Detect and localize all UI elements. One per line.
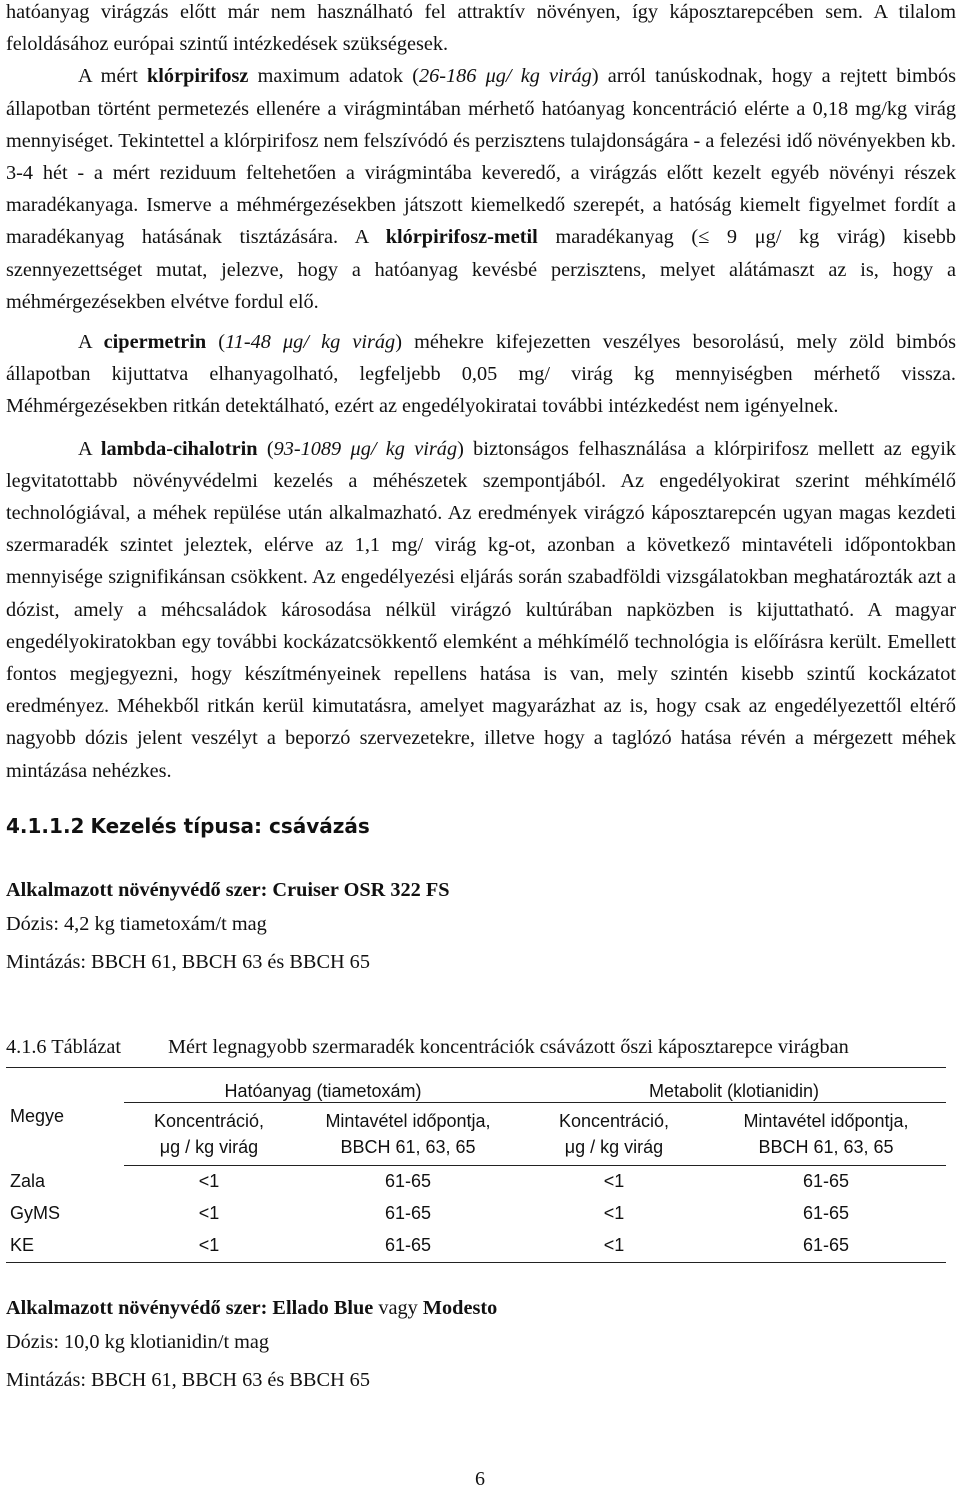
agent-label: Alkalmazott növényvédő szer: Cruiser OSR 322 FS	[6, 878, 450, 901]
agent-heading-1	[6, 875, 956, 905]
cell-megye: GyMS	[10, 1203, 61, 1224]
page-number: 6	[475, 1468, 485, 1490]
text-run: A mért	[78, 65, 148, 88]
column-header-sampling-date	[706, 1102, 946, 1165]
cell-megye: KE	[6, 1230, 124, 1263]
cell-concentration: <1	[198, 1171, 220, 1192]
table-row	[6, 1198, 946, 1230]
cell-concentration: <1	[198, 1203, 220, 1224]
cell-megye: Zala	[10, 1171, 46, 1192]
cell-concentration: <1	[124, 1230, 294, 1263]
agent-label: Alkalmazott növényvédő szer: Ellado Blue	[6, 1296, 374, 1319]
paragraph-klorpirifosz	[6, 60, 956, 318]
header-line: BBCH 61, 63, 65	[340, 1136, 476, 1157]
header-line: Koncentráció,	[153, 1110, 265, 1131]
cell-sampling: 61-65	[802, 1203, 850, 1224]
text-run: ) méhekre kifejezetten veszélyes besorolású, mely zöld bimbós állapotban kijuttatva elhanyagolható, legfeljebb 0,05 mg/ virág kg mennyiségben mérhető vissza. Méhmérgezésekben ritkán detektálható, ezért az engedélyokiratai további intézkedést nem igényelnek.	[6, 331, 956, 418]
residue-range: 11-48 μg/ kg virág	[225, 331, 396, 354]
header-line: Mintavétel időpontja,	[743, 1110, 909, 1131]
table-sub-header	[6, 1102, 946, 1165]
paragraph-lambda-cihalotrin	[6, 433, 956, 787]
column-header-concentration	[124, 1102, 294, 1165]
cell-sampling: 61-65	[384, 1171, 432, 1192]
cell-sampling: 61-65	[294, 1230, 522, 1263]
text-run: vagy	[373, 1296, 423, 1319]
text-run: maximum adatok (	[248, 65, 419, 88]
header-line: Mintavétel időpontja,	[325, 1110, 491, 1131]
residue-table	[6, 1067, 946, 1263]
cell-sampling: 61-65	[802, 1171, 850, 1192]
document-page	[6, 0, 956, 1399]
residue-range: 93-1089 μg/ kg virág	[273, 437, 458, 460]
text-run: (	[206, 331, 226, 354]
agent-heading-2	[6, 1293, 956, 1323]
group-header-metabolit: Metabolit (klotianidin)	[648, 1080, 820, 1101]
header-line: μg / kg virág	[159, 1136, 259, 1157]
text-run: ) arról tanúskodnak, hogy a rejtett bimbós állapotban történt permetezés ellenére a virágmintában mérhető hatóanyag koncentráció elérte a 0,18 mg/kg virág mennyiséget. Tekintettel a klórpirifosz nem felszívódó és perzisztens tulajdonságára - a felezési idő növényekben kb. 3-4 hét - a mért reziduum feltehetően a virágmintába keveredő, a virágzás előtt kezelt egyéb növényi részek maradékanyaga. Ismerve a méhmérgezésekben játszott kiemelkedő szerepét, a hatóság kiemelt figyelmet fordít a maradékanyag hatásának tisztázására. A	[6, 65, 956, 249]
substance-name: klórpirifosz-metil	[385, 226, 538, 249]
cell-sampling: 61-65	[706, 1230, 946, 1263]
cell-concentration: <1	[603, 1171, 625, 1192]
text-run: ) biztonságos felhasználása a klórpirifosz mellett az egyik legvitatottabb növényvédelmi kezelés a méhészetek szempontjából. Az engedélyokirat szerint méhkímélő technológiával, a méhek repülése után alkalmazható. Az eredmények virágzó káposztarepcén ugyan magas kezdeti szermaradék szintet jeleztek, elérve az 1,1 mg/ virág kg-ot, azonban a következő mintavételi időpontokban mennyisége szignifikánsan csökkent. Az engedélyezési eljárás során szabadföldi vizsgálatokban meghatározták azt a dózist, amely a méhcsaládok károsodása nélkül virágzó kultúrában napközben is kijuttatható. A magyar engedélyokiratokban egy további kockázatcsökkentő elemként a méhkímélő technológia is előírásra került. Emellett fontos megjegyezni, hogy készítményeinek repellens hatása is van, mely szintén kisebb szintű kockázatot eredményez. Méhekből ritkán kerül kimutatásra, amelyet magyarázhat az is, hogy csak az engedélyezettől eltérő nagyobb dózis jelent veszélyt a beporzó szervezetekre, illetve hogy a taglózó hatása révén a mérgezett méhek mintázása nehézkes.	[6, 437, 957, 782]
dose-line-2: Dózis: 10,0 kg klotianidin/t mag	[6, 1330, 270, 1353]
cell-concentration: <1	[603, 1203, 625, 1224]
paragraph-intro: hatóanyag virágzás előtt már nem használható fel attraktív növényen, így káposztarepcében sem. A tilalom feloldásához európai szintű intézkedések szükségesek.	[6, 1, 956, 56]
table-caption-number: 4.1.6 Táblázat	[6, 1035, 122, 1058]
text-run: (	[257, 437, 274, 460]
text-run: A	[78, 331, 104, 354]
header-line: Koncentráció,	[558, 1110, 670, 1131]
substance-name: klórpirifosz	[147, 65, 249, 88]
agent-label-alt: Modesto	[422, 1296, 498, 1319]
header-line: μg / kg virág	[564, 1136, 664, 1157]
table-row	[6, 1165, 946, 1198]
text-run: A	[78, 437, 101, 460]
dose-line-1: Dózis: 4,2 kg tiametoxám/t mag	[6, 912, 267, 935]
text-run: maradékanyag (≤ 9 μg/ kg virág) kisebb szennyezettséget mutat, jelezve, hogy a hatóanyag kevésbé perzisztens, melyet alátámaszt az is, hogy a méhmérgezésekben elvétve fordul elő.	[6, 226, 956, 313]
column-header-concentration	[522, 1102, 706, 1165]
substance-name: cipermetrin	[103, 331, 207, 354]
column-header-sampling-date	[294, 1102, 522, 1165]
sampling-line-1: Mintázás: BBCH 61, BBCH 63 és BBCH 65	[6, 950, 370, 973]
section-number: 4.1.1.2	[6, 813, 85, 838]
cell-sampling: 61-65	[384, 1203, 432, 1224]
cell-concentration: <1	[522, 1230, 706, 1263]
section-heading	[6, 811, 956, 841]
column-header-megye: Megye	[10, 1106, 65, 1127]
section-title: Kezelés típusa: csávázás	[90, 813, 370, 838]
substance-name: lambda-cihalotrin	[100, 437, 258, 460]
paragraph-cipermetrin	[6, 326, 956, 423]
table-row	[6, 1230, 946, 1263]
residue-range: 26-186 μg/ kg virág	[418, 65, 592, 88]
header-line: BBCH 61, 63, 65	[758, 1136, 894, 1157]
table-caption-text: Mért legnagyobb szermaradék koncentrációk csávázott őszi káposztarepce virágban	[168, 1035, 849, 1058]
group-header-hatoanyag: Hatóanyag (tiametoxám)	[224, 1080, 422, 1101]
table-caption	[6, 1033, 956, 1061]
table-group-header	[6, 1068, 946, 1103]
sampling-line-2: Mintázás: BBCH 61, BBCH 63 és BBCH 65	[6, 1368, 370, 1391]
